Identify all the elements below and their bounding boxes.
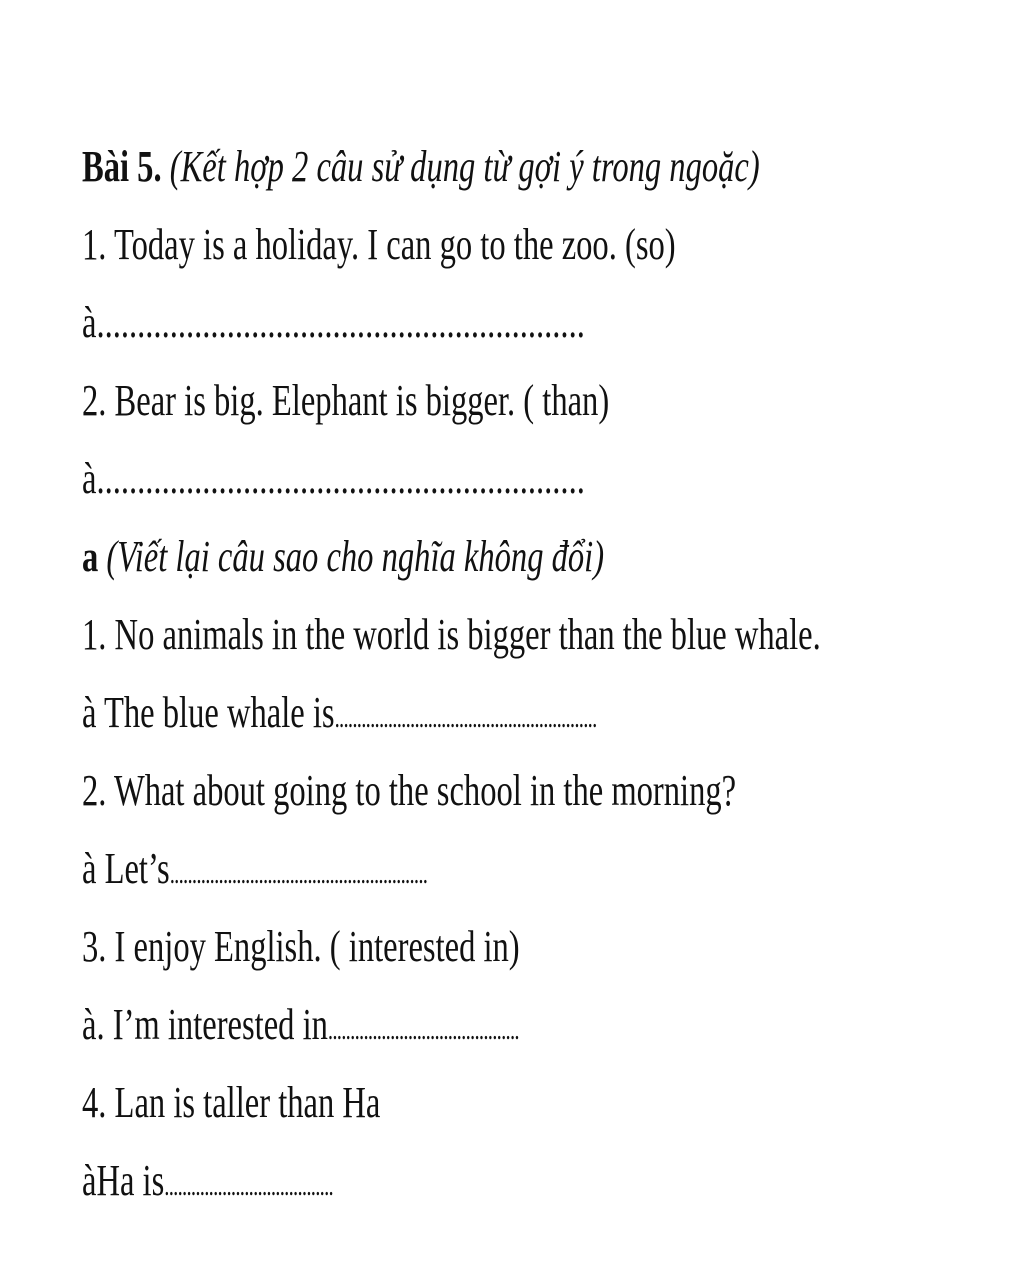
section2-answer-line-3 bbox=[82, 986, 955, 1064]
answer-blank: ............................................................ bbox=[96, 454, 585, 503]
section1-answer-line-2 bbox=[82, 440, 955, 518]
worksheet bbox=[82, 128, 962, 1220]
answer-prefix: à. I’m interested in bbox=[82, 1000, 328, 1049]
section2-question-2: 2. What about going to the school in the morning? bbox=[82, 766, 737, 815]
section2-question-1: 1. No animals in the world is bigger than the blue whale. bbox=[82, 610, 821, 659]
section2-heading bbox=[82, 518, 955, 596]
section1-instruction: (Kết hợp 2 câu sử dụng từ gợi ý trong ngoặc) bbox=[169, 142, 760, 191]
section2-label: a bbox=[82, 532, 99, 581]
answer-blank: ...................................... bbox=[164, 1171, 333, 1202]
section1-question-2: 2. Bear is big. Elephant is bigger. ( than) bbox=[82, 376, 610, 425]
answer-prefix: à The blue whale is bbox=[82, 688, 335, 737]
section1-question-1: 1. Today is a holiday. I can go to the zoo. (so) bbox=[82, 220, 676, 269]
section1-answer-line-1 bbox=[82, 284, 955, 362]
answer-prefix: à bbox=[82, 298, 97, 347]
section2-answer-line-1 bbox=[82, 674, 955, 752]
answer-prefix: àHa is bbox=[82, 1156, 165, 1205]
section1-label: Bài 5. bbox=[82, 142, 162, 191]
answer-prefix: à Let’s bbox=[82, 844, 170, 893]
section2-instruction: (Viết lại câu sao cho nghĩa không đổi) bbox=[106, 532, 605, 581]
answer-blank: ........................................... bbox=[327, 1015, 519, 1046]
answer-prefix: à bbox=[82, 454, 97, 503]
section2-answer-line-2 bbox=[82, 830, 955, 908]
answer-blank: ........................................................... bbox=[334, 703, 597, 734]
answer-blank: ............................................................ bbox=[96, 298, 585, 347]
section2-question-3: 3. I enjoy English. ( interested in) bbox=[82, 922, 520, 971]
section2-answer-line-4 bbox=[82, 1142, 955, 1220]
section1-heading bbox=[82, 128, 955, 206]
section2-question-4: 4. Lan is taller than Ha bbox=[82, 1078, 381, 1127]
answer-blank: .......................................................... bbox=[169, 859, 428, 890]
